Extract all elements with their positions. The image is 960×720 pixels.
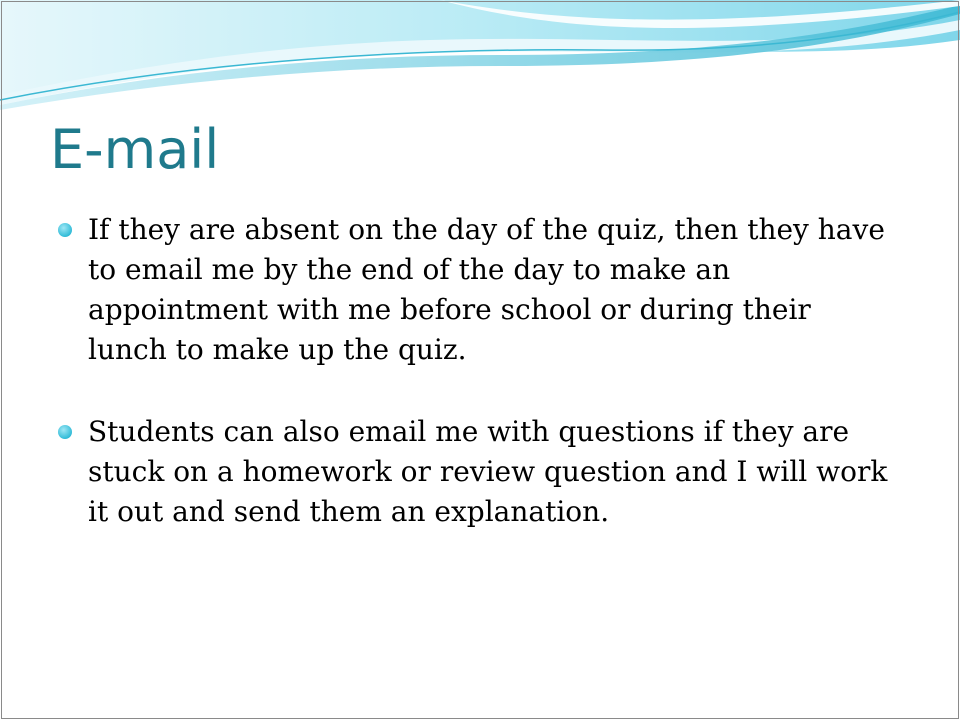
wave-header-decoration bbox=[0, 0, 960, 110]
slide-title: E-mail bbox=[50, 118, 220, 181]
bullet-item bbox=[58, 210, 888, 370]
bullet-item bbox=[58, 412, 888, 532]
bullet-dot-icon bbox=[58, 425, 72, 439]
bullet-dot-icon bbox=[58, 223, 72, 237]
bullet-text: If they are absent on the day of the quiz, then they have to email me by the end of the day to make an appointment with me before school or during their lunch to make up the quiz. bbox=[88, 213, 885, 366]
bullet-text: Students can also email me with questions if they are stuck on a homework or review question and I will work it out and send them an explanation. bbox=[88, 415, 888, 528]
bullet-list bbox=[58, 210, 888, 574]
